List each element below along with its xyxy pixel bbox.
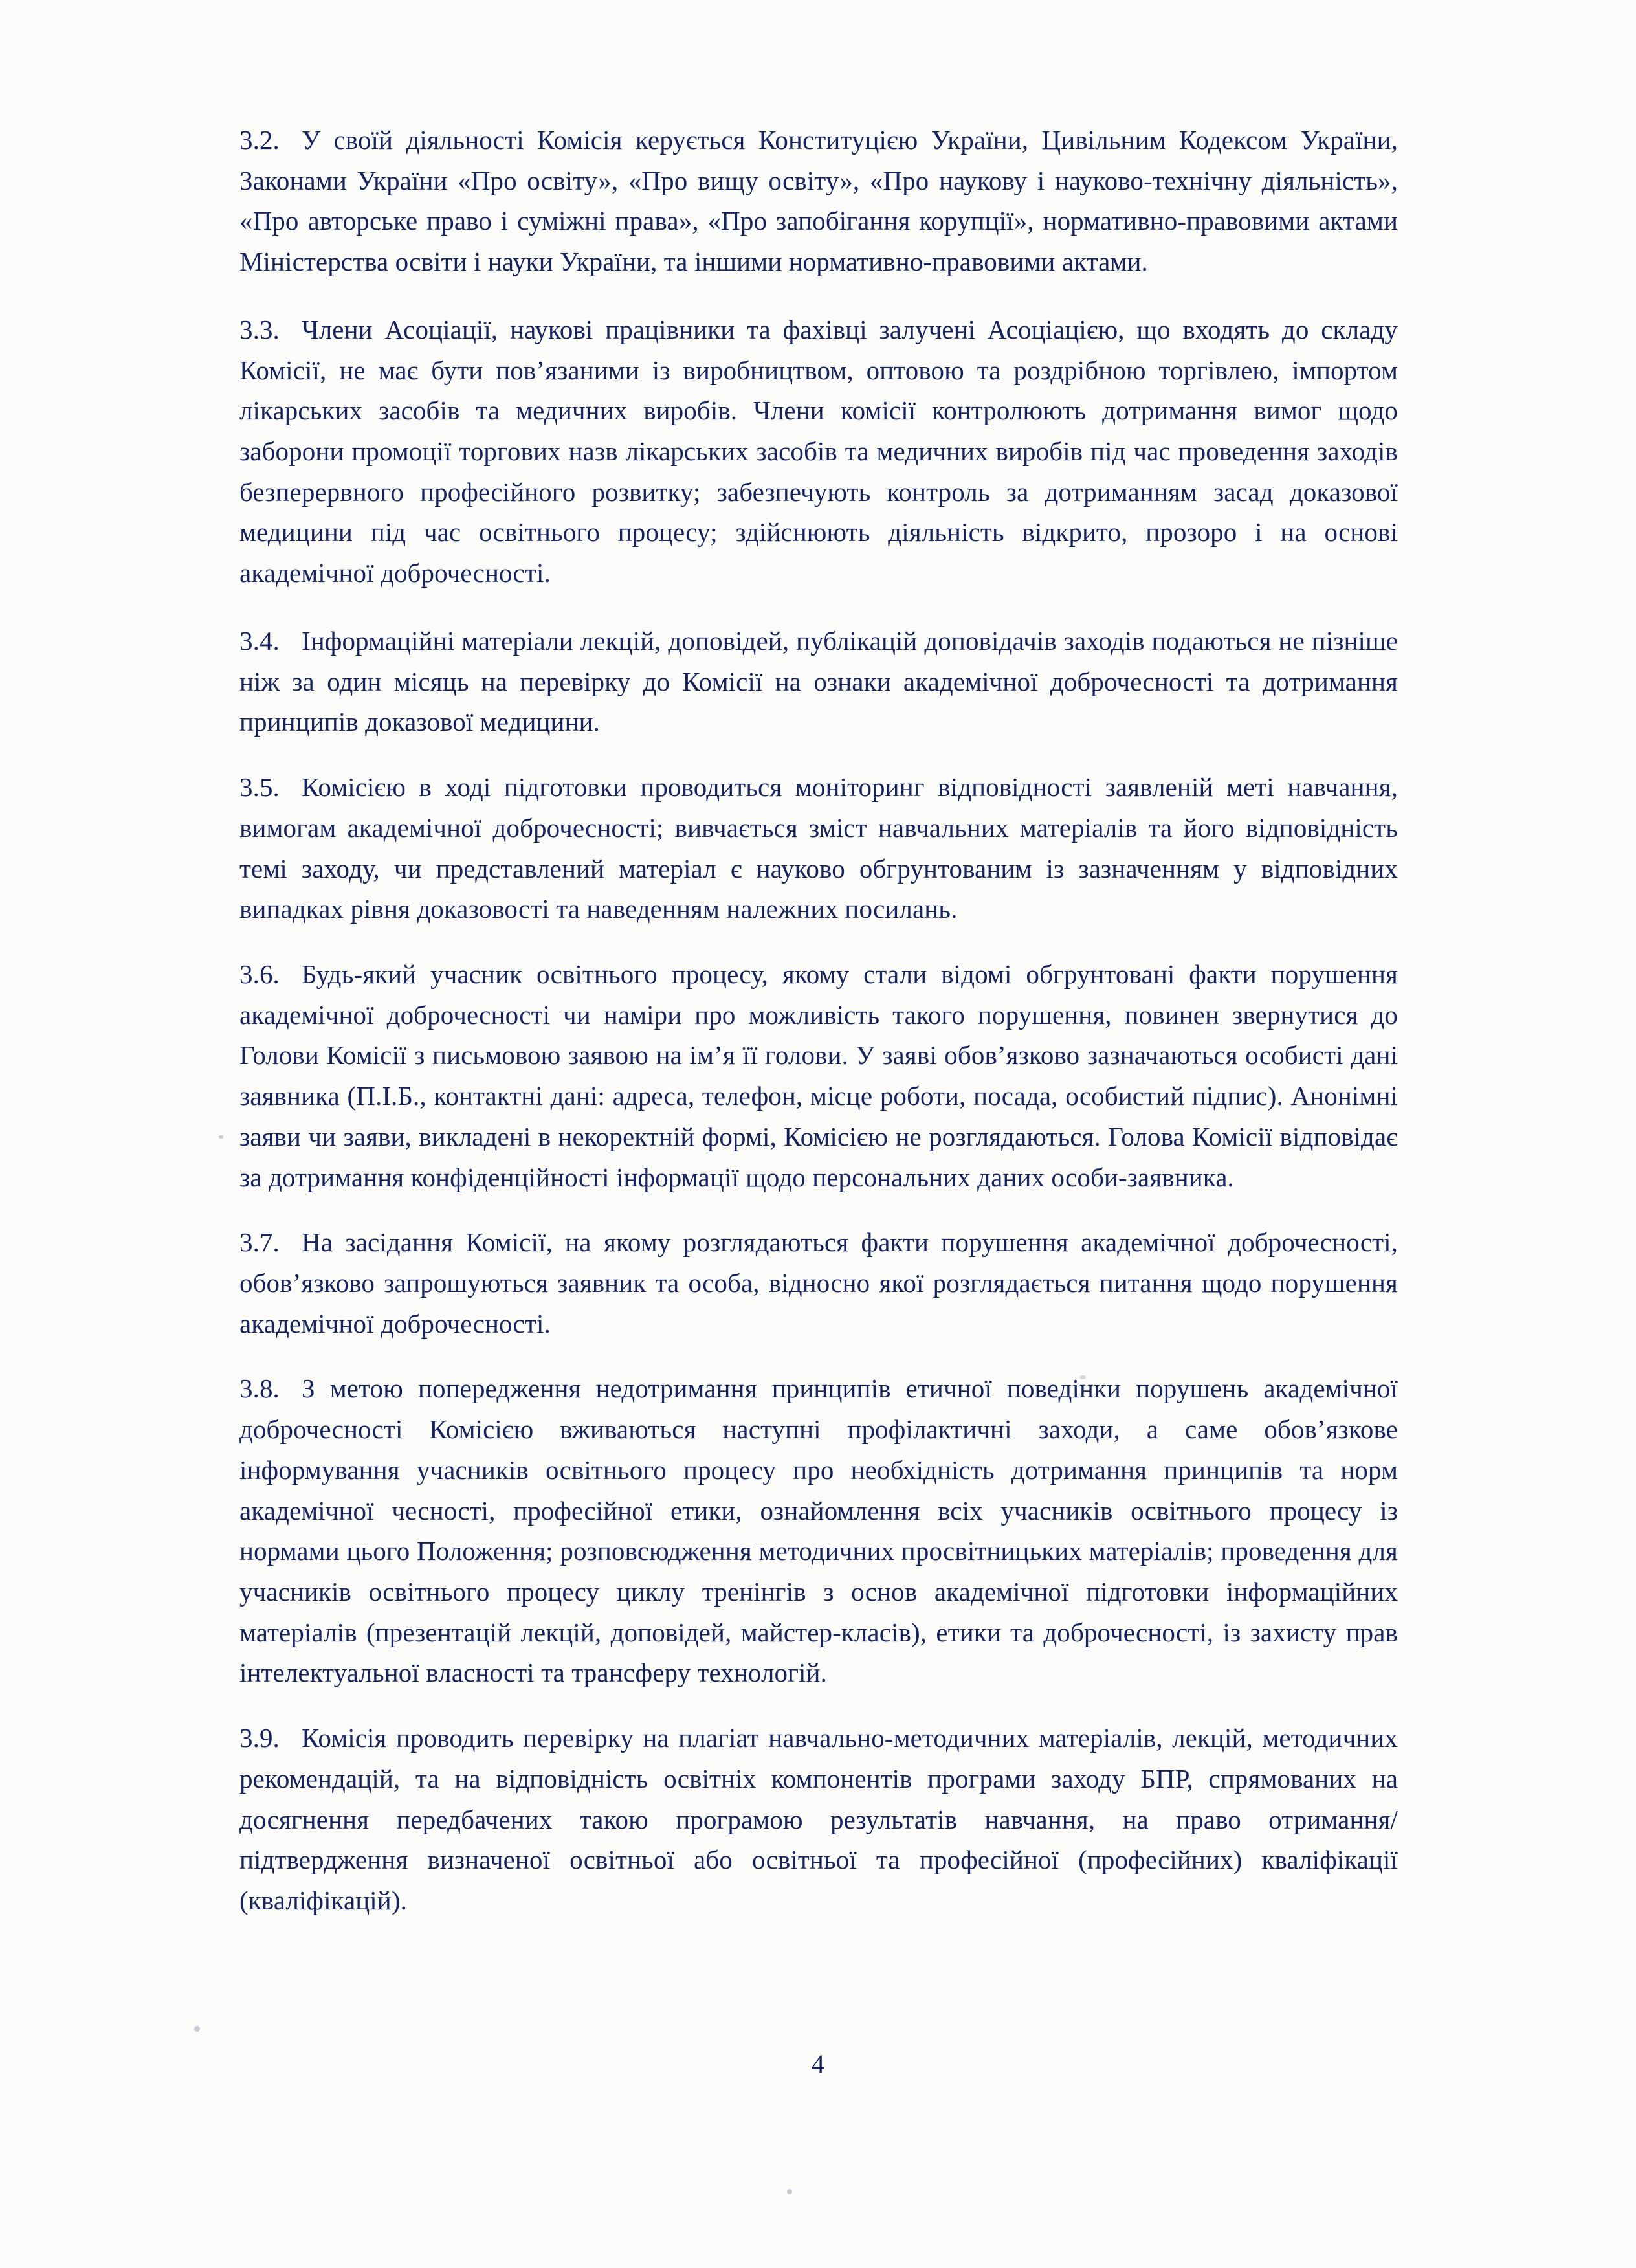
paragraph-number: 3.7. xyxy=(239,1227,280,1258)
paragraph-text: На засідання Комісії, на якому розглядаються факти порушення академічної доброчесності, обов’язково запрошуються заявник та особа, відносно якої розглядається питання щодо порушення академічної доброчесності. xyxy=(239,1227,1398,1339)
paragraph-number: 3.6. xyxy=(239,959,280,989)
paragraph-number: 3.4. xyxy=(239,625,280,656)
paragraph-3-3 xyxy=(239,309,1398,594)
paragraph-text: Будь-який учасник освітнього процесу, якому стали відомі обгрунтовані факти порушення академічної доброчесності чи наміри про можливість такого порушення, повинен звернутися до Голови Комісії з письмовою заявою на ім’я її голови. У заяві обов’язково зазначаються особисті дані заявника (П.І.Б., контактні дані: адреса, телефон, місце роботи, посада, особистий підпис). Анонімні заяви чи заяви, викладені в некоректній формі, Комісією не розглядаються. Голова Комісії відповідає за дотримання конфіденційності інформації щодо персональних даних особи-заявника. xyxy=(239,959,1398,1192)
paragraph-text: У своїй діяльності Комісія керується Конституцією України, Цивільним Кодексом України, Законами України «Про освіту», «Про вищу освіту», «Про наукову і науково-технічну діяльність», «Про авторське право і суміжні права», «Про запобігання корупції», нормативно-правовими актами Міністерства освіти і науки України, та іншими нормативно-правовими актами. xyxy=(239,125,1398,277)
paragraph-number: 3.8. xyxy=(239,1373,280,1404)
paragraph-number: 3.2. xyxy=(239,125,280,155)
page-number: 4 xyxy=(812,2049,824,2078)
paragraph-text: Комісія проводить перевірку на плагіат навчально-методичних матеріалів, лекцій, методичних рекомендацій, та на відповідність освітніх компонентів програми заходу БПР, спрямованих на досягнення передбачених такою програмою результатів навчання, на право отримання/підтвердження визначеної освітньої або освітньої та професійної (професійних) кваліфікації (кваліфікацій). xyxy=(239,1723,1398,1916)
paragraph-number: 3.3. xyxy=(239,314,280,344)
paragraph-3-9 xyxy=(239,1718,1398,1921)
scan-artifact xyxy=(1079,1375,1086,1379)
paragraph-3-5 xyxy=(239,767,1398,929)
paragraph-text: Члени Асоціації, наукові працівники та фахівці залучені Асоціацією, що входять до складу Комісії, не має бути пов’язаними із виробництвом, оптовою та роздрібною торгівлею, імпортом лікарських засобів та медичних виробів. Члени комісії контролюють дотримання вимог щодо заборони промоції торгових назв лікарських засобів та медичних виробів під час проведення заходів безперервного професійного розвитку; забезпечують контроль за дотриманням засад доказової медицини під час освітнього процесу; здійснюють діяльність відкрито, прозоро і на основі академічної доброчесності. xyxy=(239,314,1398,588)
paragraph-3-7 xyxy=(239,1222,1398,1344)
scan-artifact xyxy=(787,2189,792,2194)
paragraph-number: 3.9. xyxy=(239,1723,280,1753)
paragraph-text: Комісією в ході підготовки проводиться моніторинг відповідності заявленій меті навчання, вимогам академічної доброчесності; вивчається зміст навчальних матеріалів та його відповідність темі заходу, чи представлений матеріал є науково обгрунтованим із зазначенням у відповідних випадках рівня доказовості та наведенням належних посилань. xyxy=(239,772,1398,924)
scan-artifact xyxy=(219,1135,223,1139)
paragraph-text: З метою попередження недотримання принципів етичної поведінки порушень академічної доброчесності Комісією вживаються наступні профілактичні заходи, а саме обов’язкове інформування учасників освітнього процесу про необхідність дотримання принципів та норм академічної чесності, професійної етики, ознайомлення всіх учасників освітнього процесу із нормами цього Положення; розповсюдження методичних просвітницьких матеріалів; проведення для учасників освітнього процесу циклу тренінгів з основ академічної підготовки інформаційних матеріалів (презентацій лекцій, доповідей, майстер-класів), етики та доброчесності, із захисту прав інтелектуальної власності та трансферу технологій. xyxy=(239,1373,1398,1688)
paragraph-3-6 xyxy=(239,954,1398,1197)
paragraph-3-4 xyxy=(239,621,1398,742)
paragraph-text: Інформаційні матеріали лекцій, доповідей, публікацій доповідачів заходів подаються не пізніше ніж за один місяць на перевірку до Комісії на ознаки академічної доброчесності та дотримання принципів доказової медицини. xyxy=(239,625,1398,737)
paragraph-3-8 xyxy=(239,1368,1398,1693)
scan-artifact xyxy=(194,2026,200,2032)
paragraph-number: 3.5. xyxy=(239,772,280,803)
paragraph-3-2 xyxy=(239,120,1398,282)
document-body xyxy=(239,120,1398,1946)
